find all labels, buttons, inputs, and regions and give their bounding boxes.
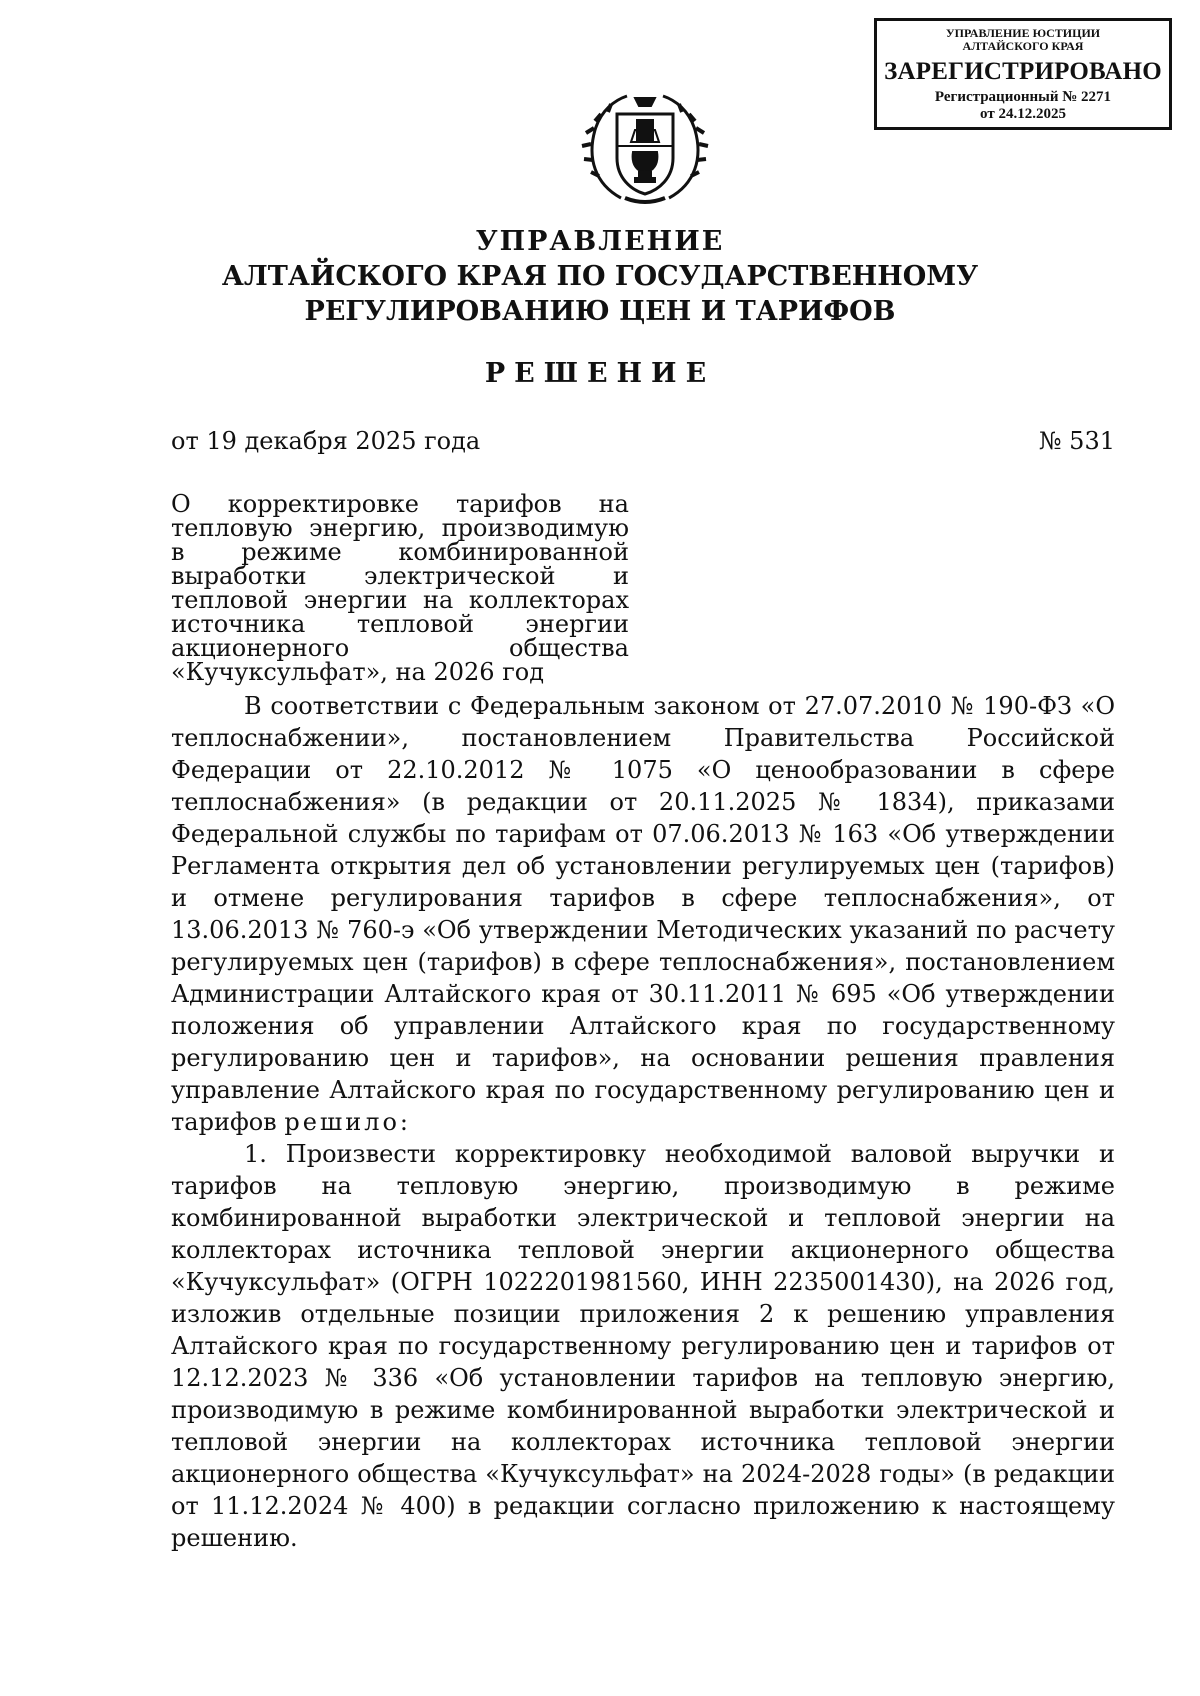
document-date: от 19 декабря 2025 года [171,427,481,455]
document-number: № 531 [1038,427,1115,455]
preamble-text: В соответствии с Федеральным законом от 27.07.2010 № 190-ФЗ «О теплоснабжении», постановлением Правительства Российской Федерации от 22.10.2012 № 1075 «О ценообразовании в сфере теплоснабжения» (в редакции от 20.11.2025 № 1834), приказами Федеральной службы по тарифам от 07.06.2013 № 163 «Об утверждении Регламента открытия дел об установлении регулируемых цен (тарифов) и отмене регулирования тарифов в сфере теплоснабжения», от 13.06.2013 № 760-э «Об утверждении Методических указаний по расчету регулируемых цен (тарифов) в сфере теплоснабжения», постановлением Администрации Алтайского края от 30.11.2011 № 695 «Об утверждении положения об управлении Алтайского края по государственному регулированию цен и тарифов», на основании решения правления управление Алтайского края по государственному регулированию цен и тарифов [171,692,1115,1136]
registration-stamp [874,18,1172,130]
body-paragraph-preamble [171,690,1115,1138]
stamp-reg-number: Регистрационный № 2271 [934,89,1112,105]
org-title-line1: УПРАВЛЕНИЕ [475,226,725,257]
stamp-authority-line2: АЛТАЙСКОГО КРАЯ [962,39,1084,53]
document-type-heading: РЕШЕНИЕ [484,358,716,389]
stamp-status: ЗАРЕГИСТРИРОВАНО [884,58,1162,85]
stamp-reg-date: от 24.12.2025 [980,106,1066,122]
altai-krai-coat-of-arms-icon [581,80,709,208]
stamp-authority-line1: УПРАВЛЕНИЕ ЮСТИЦИИ [945,26,1101,40]
document-subject: О корректировке тарифов на тепловую энергию, производимую в режиме комбинированной выработки электрической и тепловой энергии на коллекторах источника тепловой энергии акционерного общества «Кучуксульфат», на 2026 год [171,490,629,686]
resolved-word: решило: [284,1108,411,1136]
org-title-line3: РЕГУЛИРОВАНИЮ ЦЕН И ТАРИФОВ [304,296,896,327]
org-title-line2: АЛТАЙСКОГО КРАЯ ПО ГОСУДАРСТВЕННОМУ [221,261,979,292]
document-body [171,690,1115,1554]
body-paragraph-item-1: 1. Произвести корректировку необходимой валовой выручки и тарифов на тепловую энергию, производимую в режиме комбинированной выработки электрической и тепловой энергии на коллекторах источника тепловой энергии акционерного общества «Кучуксульфат» (ОГРН 1022201981560, ИНН 2235001430), на 2026 год, изложив отдельные позиции приложения 2 к решению управления Алтайского края по государственному регулированию цен и тарифов от 12.12.2023 № 336 «Об установлении тарифов на тепловую энергию, производимую в режиме комбинированной выработки электрической и тепловой энергии на коллекторах источника тепловой энергии акционерного общества «Кучуксульфат» на 2024-2028 годы» (в редакции от 11.12.2024 № 400) в редакции согласно приложению к настоящему решению. [171,1140,1115,1552]
